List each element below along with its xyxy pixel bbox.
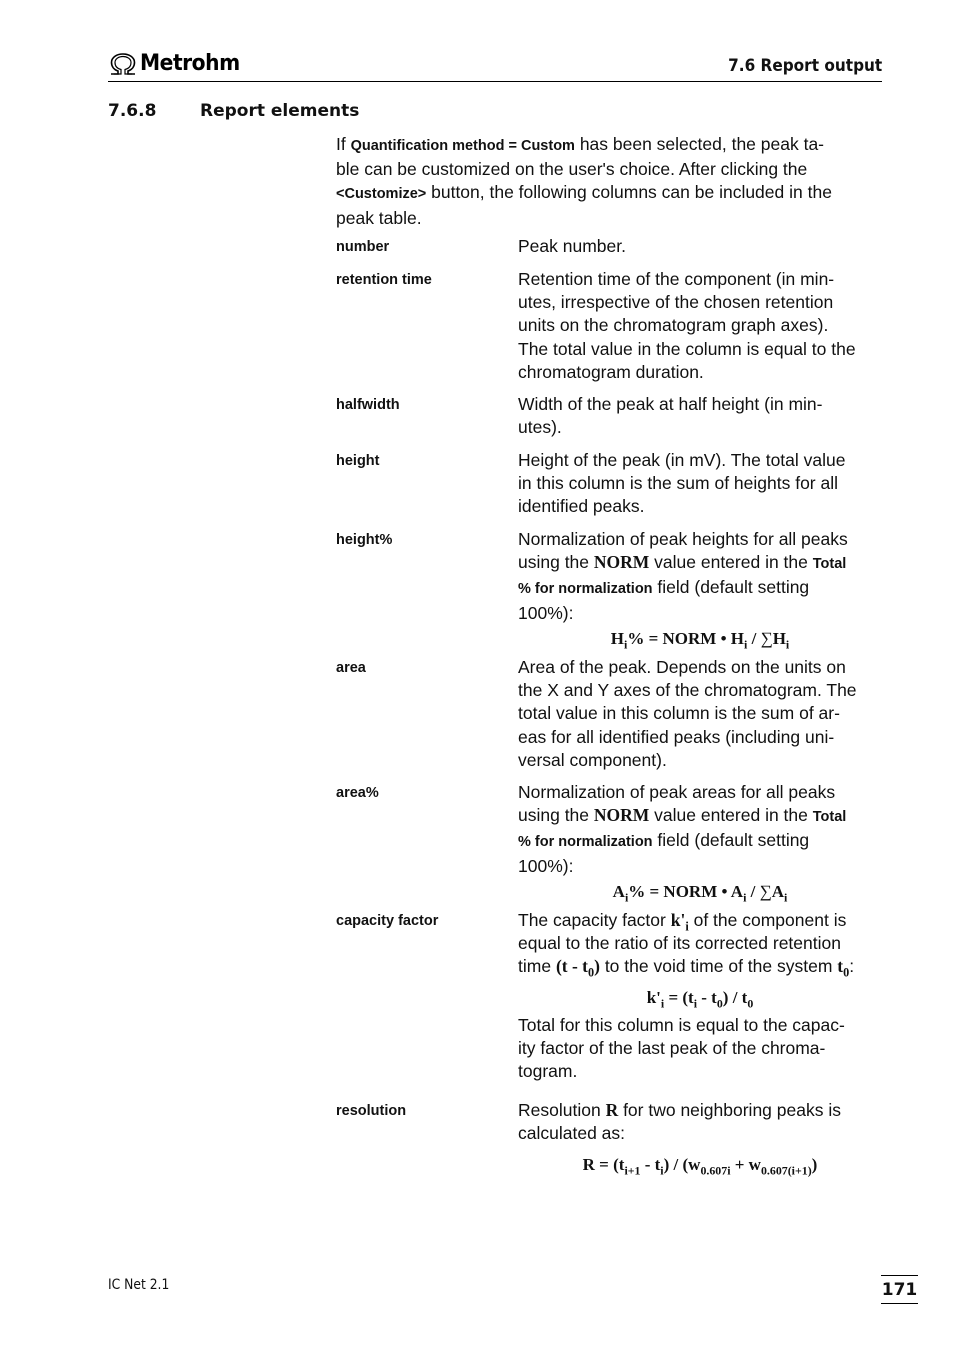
desc-line: versal component).: [518, 749, 667, 770]
desc-line: ity factor of the last peak of the chroma-: [518, 1038, 826, 1059]
desc-line: [518, 576, 882, 601]
intro-text: If: [336, 134, 351, 154]
intro-line-1: [336, 133, 881, 158]
desc-line: units on the chromatogram graph axes).: [518, 315, 829, 336]
norm-term: NORM: [593, 552, 650, 573]
desc-line: [518, 829, 882, 854]
desc-number: [518, 235, 882, 258]
corrected-time-symbol: $(t - t_0)$: [555, 956, 600, 980]
normalization-field-term: % for normalization: [518, 581, 653, 598]
desc-text: Resolution: [518, 1100, 606, 1120]
section-number: 7.6.8: [108, 101, 157, 121]
intro-text: button, the following columns can be included in the: [426, 182, 832, 203]
footer-product-name: IC Net 2.1: [108, 1277, 170, 1293]
term-retention-time: retention time: [336, 272, 432, 288]
desc-line: Peak number.: [518, 236, 626, 256]
customize-button-term: <Customize>: [336, 186, 427, 203]
desc-text: to the void time of the system: [599, 956, 838, 977]
desc-height-percent: [518, 528, 882, 650]
desc-text: field (default setting: [652, 830, 810, 851]
term-area-percent: area%: [336, 785, 379, 801]
section-title: Report elements: [200, 101, 360, 121]
term-number: number: [336, 239, 390, 255]
void-time-symbol: $t_0$: [837, 956, 850, 980]
term-halfwidth: halfwidth: [336, 397, 400, 413]
term-capacity-factor: capacity factor: [336, 913, 439, 929]
desc-area-percent: [518, 781, 882, 903]
intro-line-3: [336, 181, 881, 206]
desc-line: [518, 909, 882, 932]
height-percent-formula: $H_i\%$ = NORM • $H_i / \sum H_i$: [610, 628, 790, 652]
total-term: Total: [812, 556, 847, 573]
term-height-percent: height%: [336, 532, 393, 548]
desc-line: in this column is the sum of heights for all: [518, 473, 839, 494]
desc-line: [518, 1099, 882, 1122]
desc-text: value entered in the: [649, 805, 813, 826]
desc-height: [518, 449, 882, 519]
resolution-symbol: R: [605, 1100, 619, 1120]
desc-line: Normalization of peak heights for all peaks: [518, 529, 848, 549]
k-prime-symbol: $k'_i$: [670, 910, 689, 934]
intro-line-4: peak table.: [336, 207, 422, 228]
header-divider: [108, 81, 882, 82]
desc-line: utes, irrespective of the chosen retention: [518, 292, 834, 313]
intro-text: has been selected, the peak ta-: [574, 134, 825, 154]
quantification-method-term: Quantification method = Custom: [350, 138, 575, 154]
desc-line: 100%):: [518, 855, 574, 876]
desc-text: using the: [518, 552, 594, 573]
desc-text: time: [518, 956, 556, 977]
running-header-section: 7.6 Report output: [727, 56, 882, 76]
desc-line: chromatogram duration.: [518, 361, 704, 382]
normalization-field-term: % for normalization: [518, 834, 653, 851]
desc-retention-time: [518, 268, 882, 384]
capacity-factor-formula: $k'_i = (t_i - t_0) / t_0$: [646, 987, 754, 1010]
desc-line: Height of the peak (in mV). The total value: [518, 450, 846, 470]
term-resolution: resolution: [336, 1103, 407, 1119]
desc-line: the X and Y axes of the chromatogram. The: [518, 680, 857, 701]
section-heading: [108, 101, 359, 121]
desc-line: Area of the peak. Depends on the units on: [518, 657, 846, 677]
intro-paragraph: [336, 133, 881, 230]
desc-line: Retention time of the component (in min-: [518, 269, 835, 289]
metrohm-logo: [108, 51, 248, 76]
desc-line: Total for this column is equal to the capac-: [518, 1014, 845, 1035]
desc-line: eas for all identified peaks (including uni-: [518, 726, 835, 747]
desc-text: of the component is: [688, 910, 847, 930]
term-area: area: [336, 660, 366, 676]
norm-term: NORM: [593, 805, 650, 826]
desc-resolution: [518, 1099, 882, 1177]
desc-text: value entered in the: [649, 552, 813, 573]
total-term: Total: [812, 809, 847, 826]
logo-wordmark: Metrohm: [140, 51, 240, 76]
intro-line-2: ble can be customized on the user's choice. After clicking the: [336, 159, 808, 180]
desc-line: togram.: [518, 1061, 578, 1082]
desc-text: using the: [518, 805, 594, 826]
desc-line: calculated as:: [518, 1123, 626, 1144]
desc-text: The capacity factor: [518, 910, 671, 930]
desc-line: total value in this column is the sum of ar-: [518, 703, 840, 724]
desc-line: Normalization of peak areas for all peaks: [518, 782, 836, 802]
desc-line: Width of the peak at half height (in min-: [518, 394, 823, 414]
desc-line: equal to the ratio of its corrected retention: [518, 933, 841, 954]
area-percent-formula: $A_i\%$ = NORM • $A_i / \sum A_i$: [612, 881, 788, 905]
desc-text: for two neighboring peaks is: [618, 1100, 841, 1120]
desc-text: field (default setting: [652, 577, 810, 598]
desc-line: 100%):: [518, 602, 574, 623]
desc-line: [518, 804, 882, 829]
omega-logo-icon: [108, 52, 138, 76]
desc-area: [518, 656, 882, 772]
desc-line: time $(t - t_0)$ to the void time of the system $t_0$:: [518, 956, 855, 980]
desc-line: identified peaks.: [518, 496, 645, 517]
term-height: height: [336, 453, 380, 469]
desc-halfwidth: [518, 393, 882, 439]
desc-line: utes).: [518, 417, 562, 438]
desc-line: [518, 551, 882, 576]
resolution-formula: $R = (t_{i+1} - t_i) / (w_{0.607i} + w_{0.607(i+1)})$: [582, 1155, 818, 1178]
desc-line: The total value in the column is equal to the: [518, 338, 856, 359]
desc-capacity-factor: [518, 909, 882, 1083]
page-number: 171: [881, 1275, 918, 1304]
